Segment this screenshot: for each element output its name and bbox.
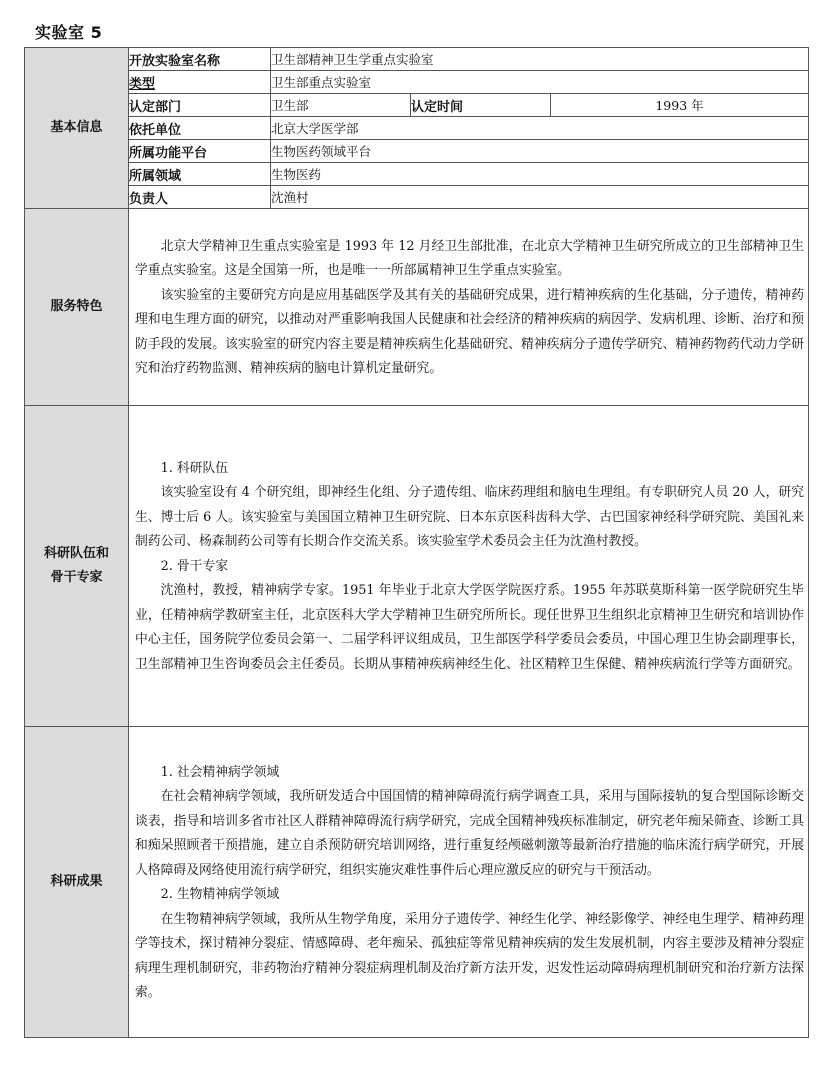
- row-host: [25, 117, 809, 140]
- basic-info-label-text: 基本信息: [50, 120, 103, 135]
- key-dept: 认定部门: [129, 94, 271, 117]
- value-date: 1993 年: [551, 94, 809, 117]
- results-heading-1: 1. 社会精神病学领域: [160, 764, 280, 780]
- results-label-text: 科研成果: [50, 874, 103, 889]
- value-platform: 生物医药领域平台: [271, 140, 809, 163]
- value-lab-name: 卫生部精神卫生学重点实验室: [271, 48, 809, 71]
- key-leader: 负责人: [129, 186, 271, 209]
- results-paragraph-2: 在生物精神病学领域，我所从生物学角度，采用分子遗传学、神经生化学、神经影像学、神经电生理学、精神药理学等技术，探讨精神分裂症、情感障碍、老年痴呆、孤独症等常见精神疾病的发生发展机制，内容主要涉及精神分裂症病理生理机制研究，非药物治疗精神分裂症病理机制及治疗新方法开发，迟发性运动障碍病理机制研究和治疗新方法探索。: [135, 911, 805, 1000]
- service-content: [129, 209, 809, 406]
- row-leader: [25, 186, 809, 209]
- key-host: 依托单位: [129, 117, 271, 140]
- row-dept: [25, 94, 809, 117]
- row-lab-name: [25, 48, 809, 71]
- row-field: [25, 163, 809, 186]
- key-platform: 所属功能平台: [129, 140, 271, 163]
- value-host: 北京大学医学部: [271, 117, 809, 140]
- service-label: [25, 209, 129, 406]
- key-type: 类型: [129, 71, 271, 94]
- key-date: 认定时间: [411, 94, 551, 117]
- results-label: [25, 727, 129, 1038]
- team-heading-2: 2. 骨干专家: [160, 558, 229, 574]
- results-paragraph-1: 在社会精神病学领域，我所研发适合中国国情的精神障碍流行病学调查工具，采用与国际接轨的复合型国际诊断交谈表，指导和培训多省市社区人群精神障碍流行病学研究，完成全国精神残疾标准制定，研究老年痴呆筛查、诊断工具和痴呆照顾者干预措施，建立自杀预防研究培训网络，进行重复经颅磁刺激等最新治疗措施的临床流行病学研究，开展人格障碍及网络使用流行病学研究，组织实施灾难性事件后心理应激反应的研究与干预活动。: [135, 789, 805, 878]
- team-label-line-2: 骨干专家: [50, 570, 103, 585]
- service-paragraph: 该实验室的主要研究方向是应用基础医学及其有关的基础研究成果，进行精神疾病的生化基础，分子遗传，精神药理和电生理方面的研究，以推动对严重影响我国人民健康和社会经济的精神疾病的病因学、发病机理、诊断、治疗和预防手段的发展。该实验室的研究内容主要是精神疾病生化基础研究、精神疾病分子遗传学研究、精神药物药代动力学研究和治疗药物监测、精神疾病的脑电计算机定量研究。: [135, 287, 805, 376]
- team-label: [25, 406, 129, 727]
- results-content: [129, 727, 809, 1038]
- basic-info-label: [25, 48, 129, 209]
- service-paragraph: 北京大学精神卫生重点实验室是 1993 年 12 月经卫生部批准，在北京大学精神卫生研究所成立的卫生部精神卫生学重点实验室。这是全国第一所，也是唯一一所部属精神卫生学重点实验室。: [135, 238, 805, 278]
- row-team: [25, 406, 809, 727]
- lab-info-table: [24, 47, 809, 1038]
- team-paragraph-2: 沈渔村，教授，精神病学专家。1951 年毕业于北京大学医学院医疗系。1955 年苏联莫斯科第一医学院研究生毕业，任精神病学教研室主任，北京医科大学大学精神卫生研究所所长。现任世界卫生组织北京精神卫生研究和培训协作中心主任，国务院学位委员会第一、二届学科评议组成员，卫生部医学科学委员会委员，中国心理卫生协会副理事长，卫生部精神卫生咨询委员会主任委员。长期从事精神疾病神经生化、社区精粹卫生保健、精神疾病流行学等方面研究。: [135, 583, 805, 672]
- value-dept: 卫生部: [271, 94, 411, 117]
- team-heading-1: 1. 科研队伍: [160, 460, 229, 476]
- team-content: [129, 406, 809, 727]
- page-title: 实验室 5: [35, 23, 103, 42]
- value-field: 生物医药: [271, 163, 809, 186]
- row-type: [25, 71, 809, 94]
- row-service: [25, 209, 809, 406]
- row-results: [25, 727, 809, 1038]
- value-type: 卫生部重点实验室: [271, 71, 809, 94]
- team-paragraph-1: 该实验室设有 4 个研究组，即神经生化组、分子遗传组、临床药理组和脑电生理组。有专职研究人员 20 人，研究生、博士后 6 人。该实验室与美国国立精神卫生研究院、日本东京医科齿科大学、古巴国家神经科学研究院、美国礼来制药公司、杨森制药公司等有长期合作交流关系。该实验室学术委员会主任为沈渔村教授。: [135, 485, 805, 550]
- value-leader: 沈渔村: [271, 186, 809, 209]
- results-heading-2: 2. 生物精神病学领域: [160, 887, 280, 902]
- key-lab-name: 开放实验室名称: [129, 48, 271, 71]
- key-field: 所属领域: [129, 163, 271, 186]
- team-label-line-1: 科研队伍和: [43, 546, 109, 561]
- service-label-text: 服务特色: [50, 299, 103, 314]
- row-platform: [25, 140, 809, 163]
